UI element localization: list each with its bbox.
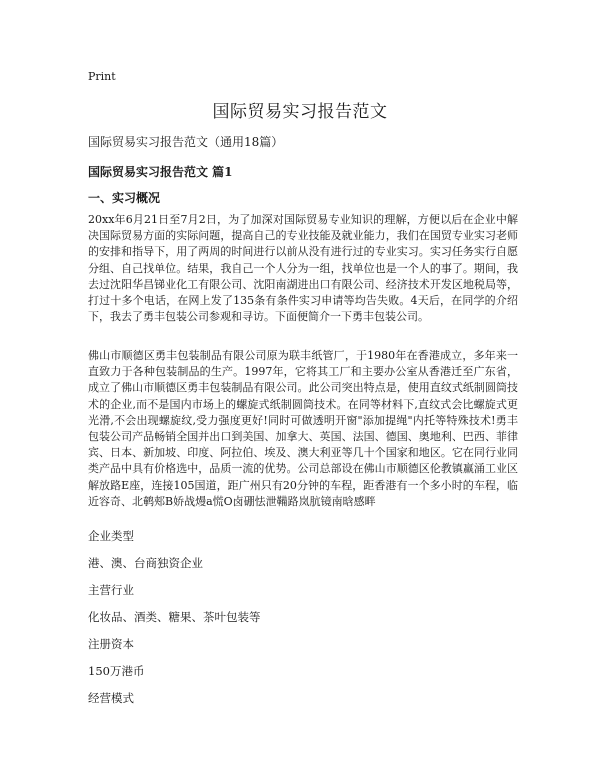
field-value-main-industry: 化妆品、酒类、糖果、茶叶包装等: [88, 610, 261, 624]
document-title: 国际贸易实习报告范文: [212, 102, 388, 122]
paragraph-internship-overview: 20xx年6月21日至7月2日，为了加深对国际贸易专业知识的理解，方便以后在企业中解决国际贸易方面的实际问题，提高自己的专业技能及就业能力，我们在国贸专业实习老师的安排和指导下，用了两周的时间进行以前从没有进行过的专业实习。实习任务实行自愿分组、自己找单位。结果，我自己一个人分为一组，找单位也是一个人的事了。期间，我去过沈阳华昌锑业化工有限公司、沈阳南湖进出口有限公司、经济技术开发区地税局等，打过十多个电话，在网上发了135条有条件实习申请等均告失败。4天后，在同学的介绍下，我去了勇丰包装公司参观和寻访。下面便简介一下勇丰包装公司。: [88, 213, 518, 324]
field-label-business-model: 经营模式: [88, 691, 134, 705]
field-value-company-type: 港、澳、台商独资企业: [88, 556, 203, 570]
document-subtitle: 国际贸易实习报告范文（通用18篇）: [88, 135, 284, 149]
field-label-company-type: 企业类型: [88, 529, 134, 543]
print-link[interactable]: Print: [88, 70, 116, 83]
field-value-registered-capital: 150万港币: [88, 664, 145, 678]
section-heading: 一、实习概况: [88, 191, 161, 205]
field-label-main-industry: 主营行业: [88, 583, 134, 597]
paragraph-company-intro: 佛山市顺德区勇丰包装制品有限公司原为联丰纸管厂，于1980年在香港成立，多年来一直致力于各种包装制品的生产。1997年，它将其工厂和主要办公室从香港迁至广东省，成立了佛山市顺德区勇丰包装制品有限公司。此公司突出特点是，使用直纹式纸制圆筒技术的企业,而不是国内市场上的螺旋式纸制圆筒技术。在同等材料下,直纹式会比螺旋式更光滑,不会出现螺旋纹,受力强度更好!同时可做透明开窗"添加提绳"内托等特殊技术!勇丰包装公司产品畅销全国并出口到美国、加拿大、英国、法国、德国、奥地利、巴西、菲律宾、日本、新加坡、印度、阿拉伯、埃及、澳大利亚等几十个国家和地区。它在同行业同类产品中具有价格选中，品质一流的优势。公司总部设在佛山市顺德区伦教镇羸涌工业区解放路E座，连接105国道，距广州只有20分钟的车程，距香港有一个多小时的车程，临近容奇、北鹌郏B娇战熳a慌O卤硼怯泄鞴路岚肮镜南晗感畔: [88, 349, 518, 508]
field-label-registered-capital: 注册资本: [88, 637, 134, 651]
article-heading: 国际贸易实习报告范文 篇1: [88, 165, 233, 179]
